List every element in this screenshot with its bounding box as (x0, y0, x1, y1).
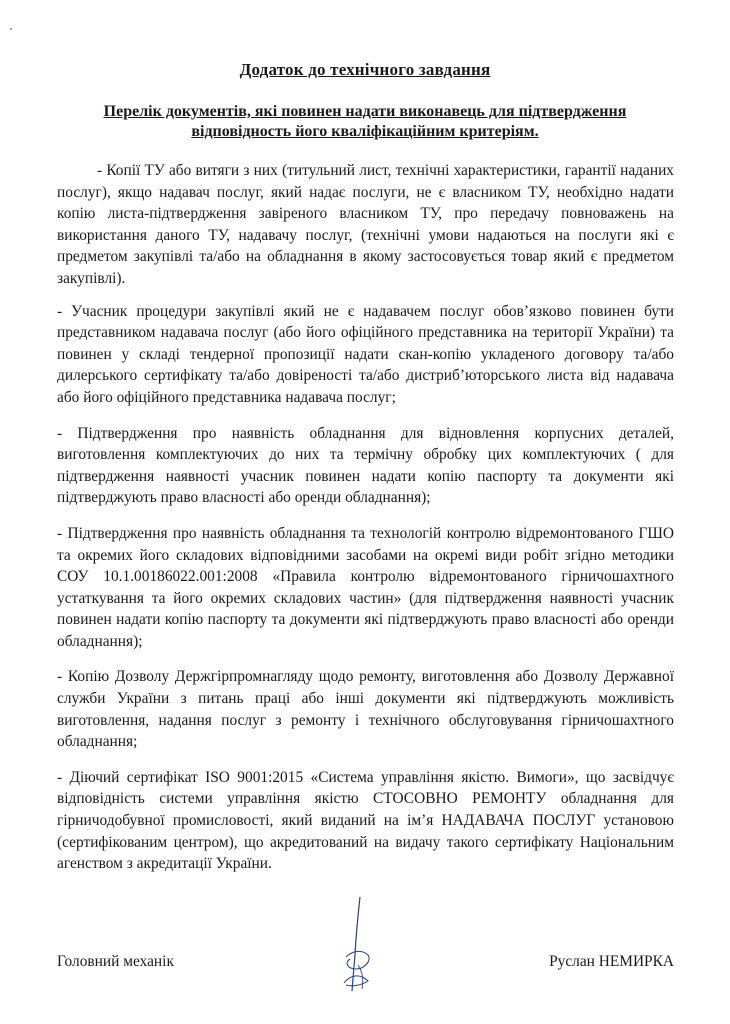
paragraph-equipment-restoration: - Підтвердження про наявність обладнання для відновлення корпусних деталей, виготовлення комплектуючих до них та термічну обробку цих комплектуючих ( для підтвердження наявності учасник повинен надати копію паспорту та документи які підтверджують право власності або оренди обладнання); (57, 424, 674, 507)
document-title: Додаток до технічного завдання (239, 60, 491, 79)
paragraph-iso-certificate: - Діючий сертифікат ISO 9001:2015 «Система управління якістю. Вимоги», що засвідчує відповідність системи управління якістю СТОСОВНО РЕМОНТУ обладнання для гірничодобувної промисловості, який виданий на ім’я НАДАВАЧА ПОСЛУГ установою (сертифікованим центром), що акредитований на видачу такого сертифікату Національним агенством з акредитації України. (57, 768, 674, 873)
signatory-name: Руслан НЕМИРКА (549, 953, 674, 970)
paragraph-tu-copies: - Копії ТУ або витяги з них (титульний лист, технічні характеристики, гарантії наданих послуг), якщо надавач послуг, який надає послуги, не є власником ТУ, необхідно надати копію листа-підтвердження завіреного власником ТУ, про передачу повноважень на використання даного ТУ, надавачу послуг, (технічні умови надаються на послуги які є предметом закупівлі та/або на обладнання в якому застосовується товар який є предметом закупівлі). (57, 162, 674, 287)
paragraph-control-technologies: - Підтвердження про наявність обладнання та технологій контролю відремонтованого ГШО та окремих його складових відповідними засобами на окремі види робіт згідно методики СОУ 10.1.00186022.001:2008 «Правила контролю відремонтованого гірничошахтного устаткування та його окремих складових частин» (для підтвердження наявності учасник повинен надати копію паспорту та документи які підтверджують право власності або оренди обладнання); (57, 524, 674, 650)
document-body (57, 160, 674, 889)
paragraph-participant-representative: - Учасник процедури закупівлі який не є надавачем послуг обов’язково повинен бути представником надавача послуг (або його офіційного представника на території України) та повинен у складі тендерної пропозиції надати скан-копію укладеного договору та/або дилерського сертифікату та/або довіреності та/або дистриб’юторського листа від надавача або його офіційного представника надавача послуг; (57, 302, 674, 406)
document-subtitle: Перелік документів, які повинен надати виконавець для підтвердження відповідность його кваліфікаційним критеріям. (103, 103, 627, 140)
handwritten-signature (338, 895, 378, 995)
paragraph-permit: - Копію Дозволу Держгірпромнагляду щодо ремонту, виготовлення або Дозволу Державної служби України з питань праці або інші документи які підтверджують можливість виготовлення, надання послуг з ремонту і технічного обслуговування гірничошахтного обладнання; (57, 668, 674, 751)
scan-speck (10, 28, 12, 30)
signatory-position: Головний механік (57, 953, 174, 970)
